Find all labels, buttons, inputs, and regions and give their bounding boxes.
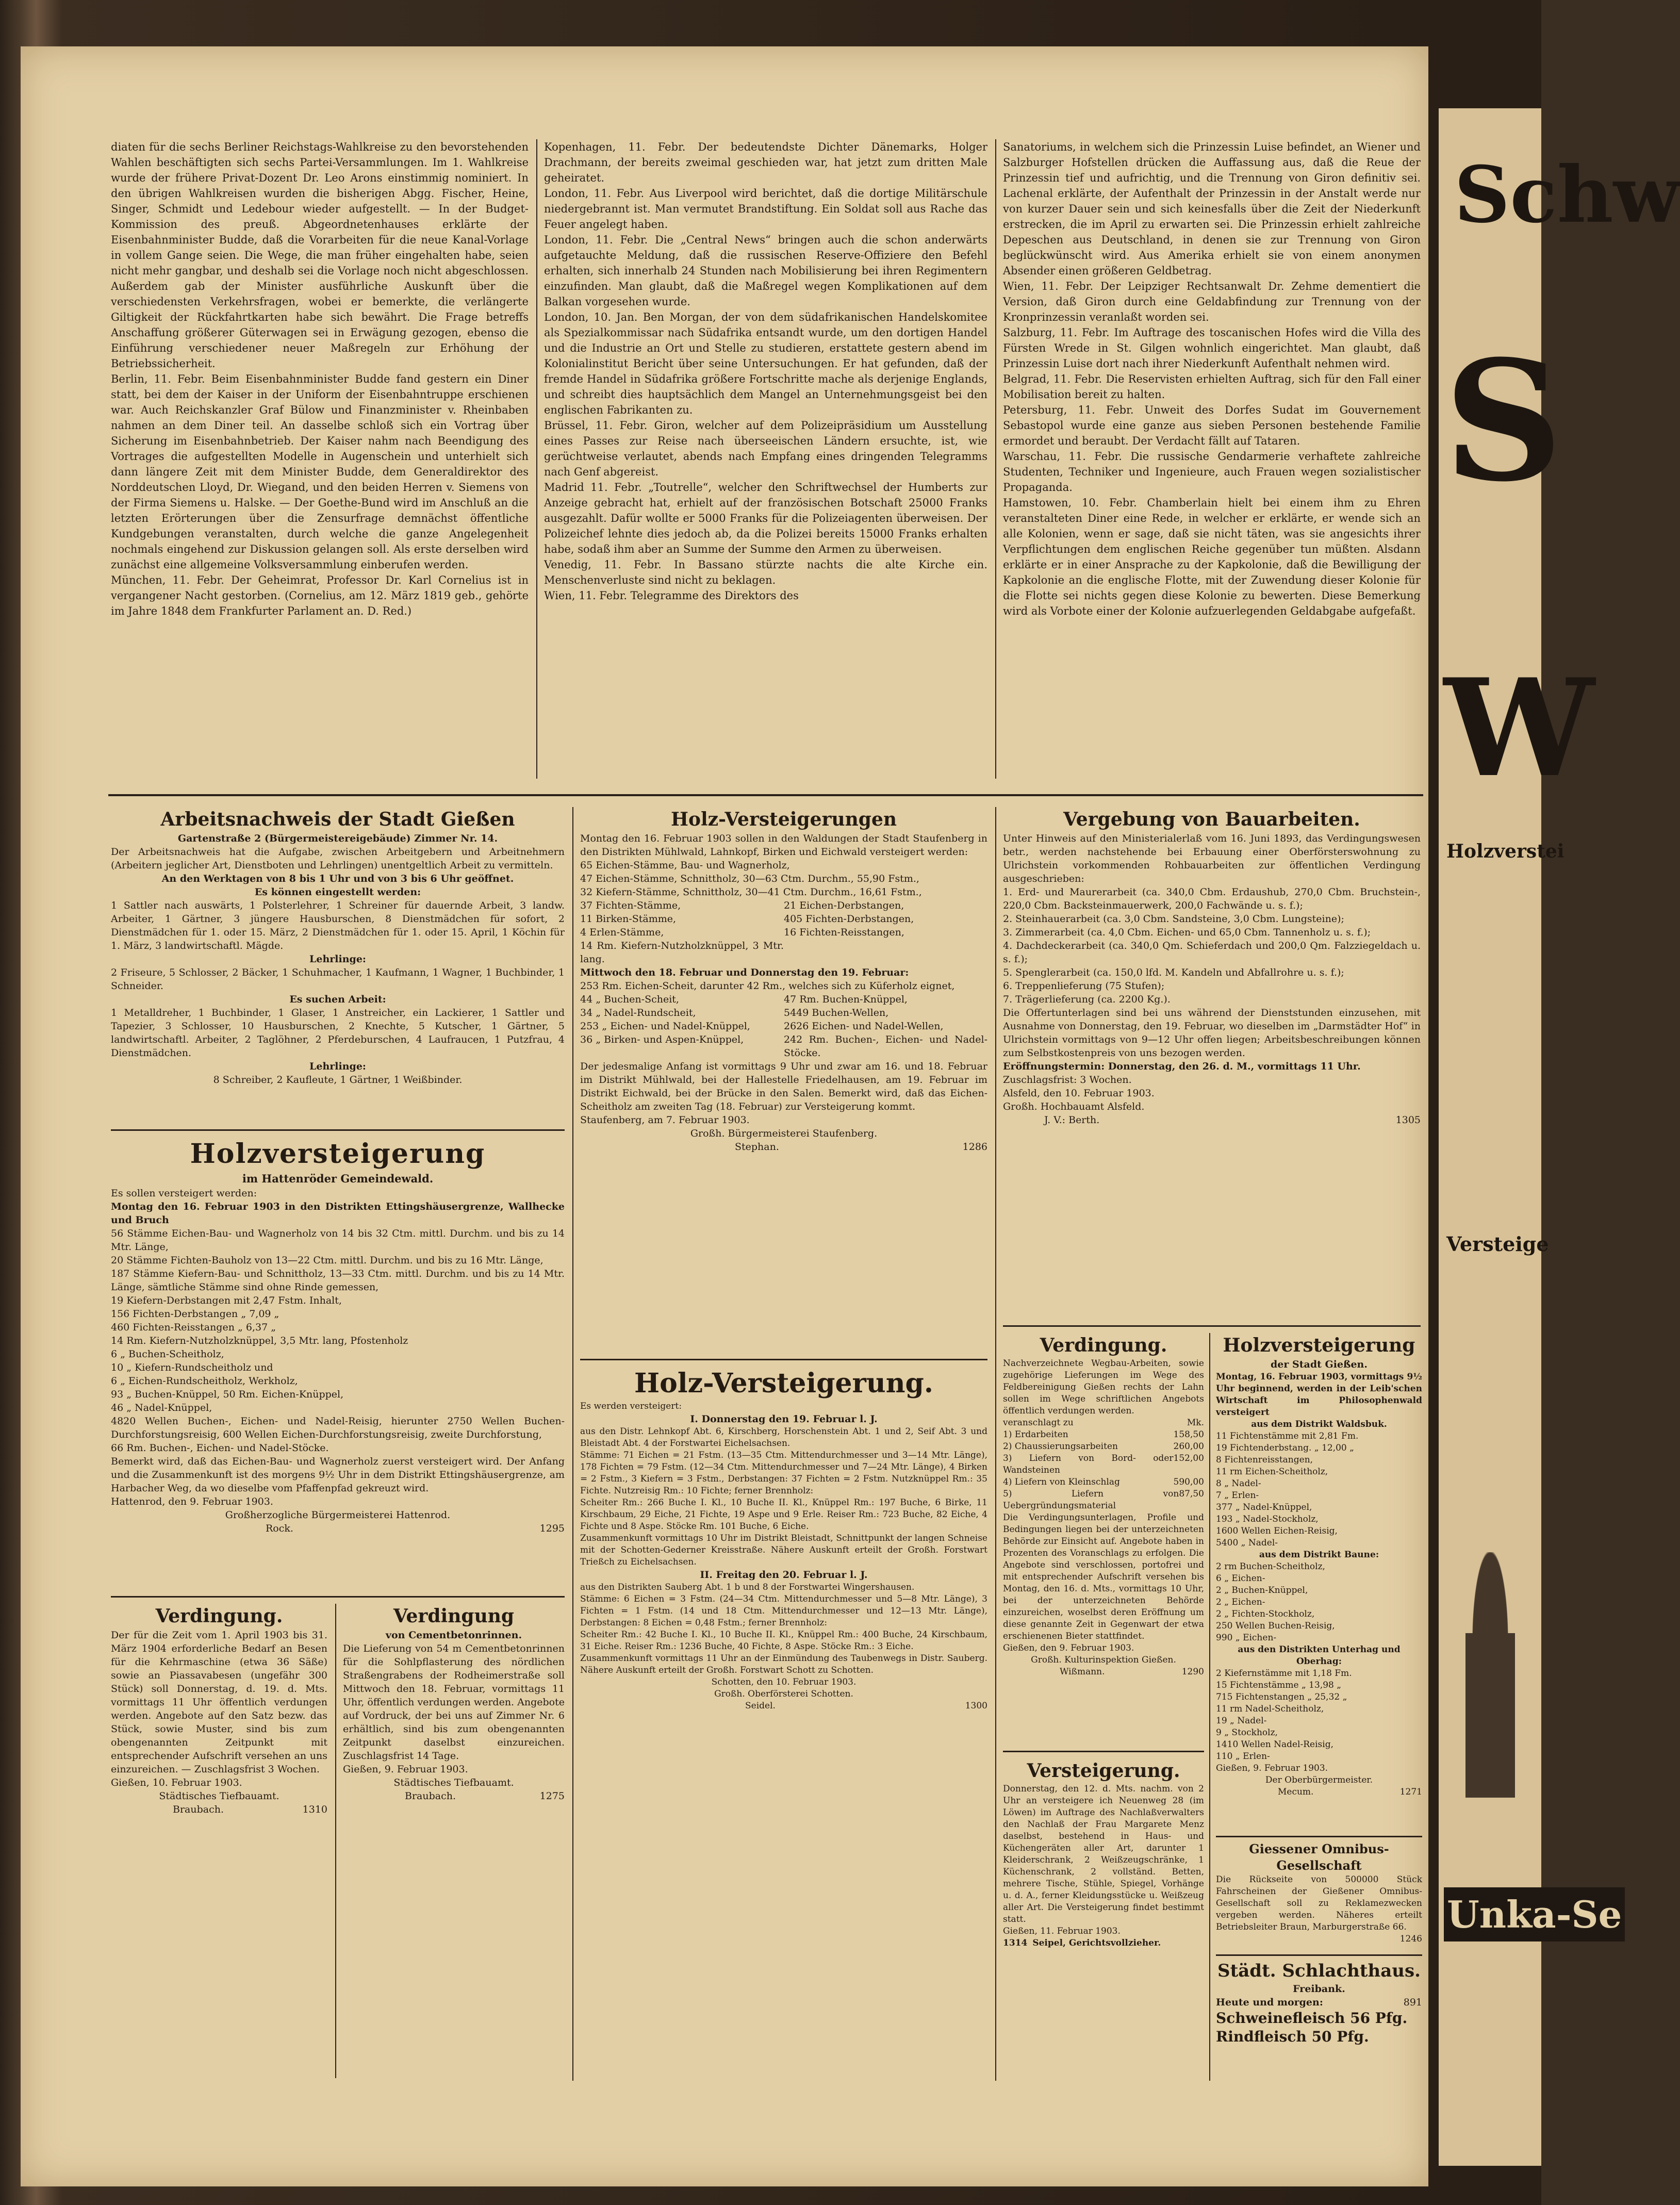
ad-item: 2. Steinhauerarbeit (ca. 3,0 Cbm. Sandsteine, 3,0 Cbm. Lungsteine); [1003, 913, 1344, 925]
ad-item: 11 rm Nadel-Scheitholz, [1216, 1704, 1324, 1714]
ad-item: 5449 Buchen-Wellen, [784, 1007, 889, 1018]
ad-item: 47 Rm. Buchen-Knüppel, [784, 994, 908, 1005]
ad-note: Der jedesmalige Anfang ist vormittags 9 Uhr und zwar am 16. und 18. Februar im Distrikt Mühlwald, bei der Hallestelle Friedelhausen, am 19. Februar im Distrikt Eichwald, bei der Brücke in den Salen. Bemerkt wird, daß das Eichen-Scheitholz am zweiten Tag (18. Februar) zur Versteigerung kommt. [580, 1061, 987, 1112]
ad-item-list [1003, 885, 1421, 1006]
ad-item: 2 Kiefernstämme mit 1,18 Fm. [1216, 1668, 1352, 1679]
ad-date: Gießen, 9. Februar 1903. [1216, 1763, 1328, 1773]
ad-item: 21 Eichen-Derbstangen, [784, 900, 904, 911]
ad-bauarbeiten [1003, 807, 1421, 1127]
ad-date: Gießen, 9. Februar 1903. [343, 1764, 468, 1775]
ad-item: 19 Kiefern-Derbstangen mit 2,47 Fstm. Inhalt, [111, 1295, 342, 1306]
ad-item: 2626 Eichen- und Nadel-Wellen, [784, 1021, 944, 1032]
ad-holz-giessen [1216, 1333, 1422, 1798]
ad-item: 2 rm Buchen-Scheitholz, [1216, 1561, 1325, 1572]
ad-footer [1003, 1113, 1421, 1127]
ad-text: Der für die Zeit vom 1. April 1903 bis 31. März 1904 erforderliche Bedarf an Besen für die Kehrmaschine (etwa 36 Säße) sowie an Piassavabesen (ungefähr 300 Stück) soll Donnerstag, d. 19. d. Mts. vormittags 11 Uhr öffentlich verdungen werden. Angebote auf den Satz bezw. das Stück, sowie Muster, sind bis zum obengenannten Zeitpunkt mit entsprechender Aufschrift versehen an uns einzureichen. — Zuschlagsfrist 3 Wochen. [111, 1630, 327, 1775]
news-text: Kopenhagen, 11. Febr. Der bedeutendste Dichter Dänemarks, Holger Drachmann, der bereits zweimal geschieden war, hat jetzt zum dritten Male geheiratet. London, 11. Febr. Aus Liverpool wird berichtet, daß die dortige Militärschule niedergebrannt ist. Man vermutet Brandstiftung. Ein Soldat soll aus Rache das Feuer angelegt haben. London, 11. Febr. Die „Central News“ bringen auch die schon anderwärts aufgetauchte Meldung, daß die russischen Reserve-Offiziere den Befehl erhalten, sich innerhalb 24 Stunden nach Mobilisierung bei ihren Regimentern einzufinden. Man glaubt, daß die Maßregel wegen Komplikationen auf dem Balkan vorgesehen wurde. London, 10. Jan. Ben Morgan, der von dem südafrikanischen Handelskomitee als Spezialkommissar nach Südafrika entsandt wurde, um den dortigen Handel und die Industrie an Ort und Stelle zu studieren, erstattete gestern abend im Kolonialinstitut Bericht über seine Untersuchungen. Er hat gefunden, daß der fremde Handel in Südafrika größere Fortschritte mache als derjenige Englands, und schreibt dies hauptsächlich dem Mangel an Unternehmungsgeist bei den englischen Fabrikanten zu. Brüssel, 11. Febr. Giron, welcher auf dem Polizeipräsidium um Ausstellung eines Passes zur Reise nach überseeischen Ländern ersuchte, ist, wie gerüchtweise verlautet, abends nach Empfang eines dringenden Telegramms nach Genf abgereist. Madrid 11. Febr. „Toutrelle“, welcher den Schriftwechsel der Humberts zur Anzeige gebracht hat, erhielt auf der französischen Botschaft 25000 Franks ausgezahlt. Dafür wollte er 5000 Franks für die Polizeiagenten überweisen. Der Polizeichef lehnte dies jedoch ab, da die Polizei bereits 15000 Franks erhalten habe, sodaß ihm aber an Summe der Summe den Armen zu überweisen. Venedig, 11. Febr. In Bassano stürzte nachts die alte Kirche ein. Menschenverluste sind nicht zu beklagen. Wien, 11. Febr. Telegramme des Direktors des [544, 141, 987, 602]
ad-text: Heute und morgen: [1216, 1997, 1323, 2008]
ad-intro: Der Arbeitsnachweis hat die Aufgabe, zwischen Arbeitgebern und Arbeitnehmern (Arbeitern jeglicher Art, Dienstboten und Lehrlingen) unentgeltlich Arbeit zu vermitteln. [111, 846, 565, 871]
price-row [1003, 1488, 1204, 1512]
ad-title: Versteigerung. [1027, 1760, 1180, 1782]
ad-item-list [1216, 1561, 1422, 1644]
ad-item: 6 „ Eichen- [1216, 1573, 1265, 1584]
ad-sign: Der Oberbürgermeister. [1265, 1775, 1373, 1785]
ad-item: 11 rm Eichen-Scheitholz, [1216, 1467, 1328, 1477]
section-divider [108, 794, 1423, 796]
ad-subtitle: im Hattenröder Gemeindewald. [242, 1172, 434, 1185]
ad-date: Gießen, 11. Februar 1903. [1003, 1926, 1121, 1936]
price-label: veranschlagt zu [1003, 1418, 1074, 1428]
ad-title: Holzversteigerung [190, 1138, 486, 1170]
ad-signer: Seidel. [745, 1701, 776, 1711]
ad-item: 990 „ Eichen- [1216, 1633, 1277, 1643]
ad-signer: Rock. [266, 1523, 293, 1534]
ad-heading: I. Donnerstag den 19. Februar l. J. [690, 1413, 878, 1425]
ad-holz-staufenberg [580, 807, 987, 1154]
ad-sign: Städtisches Tiefbauamt. [159, 1790, 279, 1802]
ad-heading: Lehrlinge: [309, 953, 366, 965]
price-value: 260,00 [1173, 1441, 1204, 1452]
ad-item: 93 „ Buchen-Knüppel, 50 Rm. Eichen-Knüppel, [111, 1389, 344, 1400]
ad-item: 110 „ Erlen- [1216, 1751, 1270, 1762]
ad-item: 253 Rm. Eichen-Scheit, darunter 42 Rm., welches sich zu Küferholz eignet, [580, 980, 955, 992]
ad-title: Verdingung. [1040, 1335, 1167, 1356]
ad-number: 1246 [1399, 1934, 1422, 1944]
ad-sign: Großh. Hochbauamt Alsfeld. [1003, 1101, 1145, 1112]
ad-item-list [1216, 1668, 1422, 1763]
ad-heading: aus dem Distrikt Waldsbuk. [1251, 1419, 1387, 1429]
ad-subtitle: Freibank. [1293, 1983, 1345, 1995]
ad-item-list [1216, 1430, 1422, 1549]
price-label: 4) Liefern von Kleinschlag [1003, 1477, 1120, 1487]
ad-number: 1290 [1181, 1667, 1204, 1677]
ad-item: 4820 Wellen Buchen-, Eichen- und Nadel-Reisig, hierunter 2750 Wellen Buchen-Durchforstungsreisig, 600 Wellen Eichen-Durchforstungsreisig, zweite Durchforstung, [111, 1416, 565, 1440]
ad-item: 9 „ Stockholz, [1216, 1727, 1278, 1738]
adjacent-page-strip [1439, 108, 1680, 2166]
ad-text: Zusammenkunft vormittags 11 Uhr an der Einmündung des Taubenwegs in Distr. Sauberg. Nähere Auskunft erteilt der Großh. Forstwart Schott zu Schotten. [580, 1653, 987, 1675]
ad-lead: Es sollen versteigert werden: [111, 1188, 257, 1199]
ad-lead: Es werden versteigert: [580, 1401, 682, 1411]
ad-footer [1003, 1937, 1204, 1949]
ad-holz-schotten [580, 1367, 987, 1712]
ad-item: 37 Fichten-Stämme, [580, 900, 681, 911]
strip-headline: W [1444, 650, 1594, 807]
ad-divider [1216, 1954, 1422, 1956]
price-value: 152,00 [1173, 1453, 1204, 1463]
ad-footer [580, 1140, 987, 1154]
ad-divider [111, 1129, 565, 1131]
strip-headline: Schw [1454, 150, 1680, 240]
price-label: 3) Liefern von Bord- oder Wandsteinen [1003, 1453, 1174, 1475]
ad-number: 891 [1403, 1997, 1422, 2008]
ad-when: Montag den 16. Februar 1903 sollen in den Waldungen der Stadt Staufenberg in den Distrikten Mühlwald, Lahnkopf, Birken und Eichwald versteigert werden: [580, 833, 987, 858]
ad-item: 19 Fichtenderbstang. „ 12,00 „ [1216, 1443, 1354, 1453]
ad-title: Holzversteigerung [1223, 1335, 1415, 1356]
ad-number: 1286 [962, 1141, 987, 1153]
ad-text: Die Lieferung von 54 m Cementbetonrinnen für die Sohlpflasterung des nördlichen Straßengrabens der Rodheimerstraße soll Mittwoch den 18. Februar, vormittags 11 Uhr, öffentlich verdungen werden. Angebote auf Vordruck, der bei uns auf Zimmer Nr. 6 erhältlich, sind bis zum obengenannten Zeitpunkt daselbst einzureichen. Zuschlagsfrist 14 Tage. [343, 1643, 565, 1762]
ad-signer: Braubach. [173, 1804, 224, 1815]
ad-signer: J. V.: Berth. [1044, 1114, 1100, 1126]
ad-date: Gießen, 10. Februar 1903. [111, 1777, 242, 1788]
ad-item: 66 Rm. Buchen-, Eichen- und Nadel-Stöcke. [111, 1442, 329, 1454]
ad-text: Scheiter Rm.: 266 Buche I. Kl., 10 Buche II. Kl., Knüppel Rm.: 197 Buche, 6 Birke, 11 Kirschbaum, 29 Eiche, 21 Fichte, 19 Aspe und 9 Erle. Reiser Rm.: 723 Buche, 82 Eiche, 4 Fichte und 8 Aspe. Stöcke Rm. 101 Buche, 6 Eiche. [580, 1498, 987, 1532]
price-row [1003, 1417, 1204, 1429]
ad-heading: II. Freitag den 20. Februar l. J. [700, 1569, 868, 1581]
column-rule [536, 139, 537, 779]
ad-signer: Wißmann. [1060, 1667, 1105, 1677]
ad-arbeitsnachweis [111, 807, 565, 1087]
ad-footer [111, 1522, 565, 1535]
ad-frist: Zuschlagsfrist: 3 Wochen. [1003, 1074, 1132, 1085]
ad-text: 1 Metalldreher, 1 Buchbinder, 1 Glaser, 1 Anstreicher, ein Lackierer, 1 Sattler und Tapezier, 3 Schlosser, 10 Hausburschen, 2 Knechte, 5 Kutscher, 1 Gärtner, 5 landwirtschaftl. Arbeiter, 2 Taglöhner, 2 Pferdeburschen, 4 Laufraucen, 1 Putzfrau, 4 Dienstmädchen. [111, 1007, 565, 1059]
ad-title: Verdingung. [155, 1605, 283, 1627]
ad-item: 16 Fichten-Reisstangen, [784, 927, 904, 938]
ad-item: 10 „ Kiefern-Rundscheitholz und [111, 1362, 273, 1373]
ad-title: Holz-Versteigerung. [634, 1368, 933, 1399]
ad-when: Montag den 16. Februar 1903 in den Distrikten Ettingshäusergrenze, Wallhecke und Bruch [111, 1201, 565, 1226]
ad-footer [1216, 1786, 1422, 1798]
ad-divider [111, 1596, 565, 1598]
ad-text: aus den Distr. Lehnkopf Abt. 6, Kirschberg, Horschenstein Abt. 1 und 2, Seif Abt. 3 und Bleistadt Abt. 4 der Forstwartei Eichelsachsen. [580, 1426, 987, 1449]
ad-item: 377 „ Nadel-Knüppel, [1216, 1502, 1312, 1512]
ad-item: 6 „ Buchen-Scheitholz, [111, 1348, 224, 1360]
ad-note: Die Offertunterlagen sind bei uns während der Dienststunden einzusehen, mit Ausnahme von Donnerstag, den 19. Februar, wo dieselben im „Darmstädter Hof“ in Ulrichstein vormittags von 9—12 Uhr offen liegen; Arbeitsbeschreibungen können zum Selbstkostenpreis von uns bezogen werden. [1003, 1007, 1421, 1059]
ad-number: 1295 [539, 1523, 565, 1534]
ad-item: 14 Rm. Kiefern-Nutzholzknüppel, 3 Mtr. lang. [580, 940, 784, 965]
ad-item: 47 Eichen-Stämme, Schnittholz, 30—63 Ctm. Durchm., 55,90 Fstm., [580, 873, 919, 884]
ad-number: 1300 [965, 1701, 987, 1711]
ad-item: 1600 Wellen Eichen-Reisig, [1216, 1526, 1338, 1536]
news-column-3 [1003, 139, 1421, 619]
ad-divider [1216, 1836, 1422, 1837]
strip-headline: Versteige [1446, 1232, 1549, 1256]
ad-number: 1305 [1395, 1114, 1421, 1126]
column-rule [572, 807, 573, 2081]
ad-heading: Es können eingestellt werden: [254, 886, 421, 898]
ad-text: 2 Friseure, 5 Schlosser, 2 Bäcker, 1 Schuhmacher, 1 Kaufmann, 1 Wagner, 1 Buchbinder, 1 Schneider. [111, 967, 565, 992]
ad-footer [343, 1789, 565, 1803]
ad-verdingung-wegbau [1003, 1333, 1204, 1678]
ad-item: 5. Spenglerarbeit (ca. 150,0 lfd. M. Kandeln und Abfallrohre u. s. f.); [1003, 967, 1344, 978]
column-rule [1209, 1333, 1210, 2081]
ad-number: 1271 [1399, 1787, 1422, 1797]
price-row [1003, 1476, 1204, 1488]
ad-sign: Städtisches Tiefbauamt. [393, 1777, 514, 1788]
ad-item: 242 Rm. Buchen-, Eichen- und Nadel-Stöcke. [784, 1034, 987, 1059]
ad-schlachthaus [1216, 1960, 1422, 2046]
price-label: 2) Chaussierungsarbeiten [1003, 1441, 1118, 1452]
ad-sign: Großh. Oberförsterei Schotten. [714, 1689, 853, 1699]
ad-price: Schweinefleisch 56 Pfg. [1216, 2010, 1408, 2027]
ad-item: 65 Eichen-Stämme, Bau- und Wagnerholz, [580, 860, 790, 871]
ad-item: 11 Birken-Stämme, [580, 913, 677, 925]
ad-title: Vergebung von Bauarbeiten. [1063, 809, 1360, 830]
column-rule [995, 807, 996, 2081]
ad-item: 15 Fichtenstämme „ 13,98 „ [1216, 1680, 1342, 1690]
ad-item: 4. Dachdeckerarbeit (ca. 340,0 Qm. Schieferdach und 200,0 Qm. Falzziegeldach u. s. f.); [1003, 940, 1421, 965]
ad-item: 6 „ Eichen-Rundscheitholz, Werkholz, [111, 1375, 298, 1387]
ad-divider [1003, 1325, 1421, 1327]
price-row [1003, 1441, 1204, 1453]
ad-note: Die Verdingungsunterlagen, Profile und Bedingungen liegen bei der unterzeichneten Behörde zur Einsicht auf. Angebote haben in Prozenten des Voranschlags zu erfolgen. Die Angebote sind verschlossen, portofrei und mit entsprechender Aufschrift versehen bis Montag, den 16. d. Mts., vormittags 10 Uhr, bei der unterzeichneten Behörde einzureichen, woselbst deren Eröffnung um diese genannte Zeit in Gegenwart der etwa erschienenen Bieter stattfindet. [1003, 1512, 1204, 1641]
ad-number: 1314 [1003, 1938, 1028, 1948]
ad-item: 2 „ Eichen- [1216, 1597, 1265, 1607]
ad-text: aus den Distrikten Sauberg Abt. 1 b und 8 der Forstwartei Wingershausen. [580, 1582, 915, 1592]
ad-title: Städt. Schlachthaus. [1217, 1961, 1421, 1981]
column-rule [995, 139, 996, 779]
price-value: 158,50 [1173, 1429, 1204, 1440]
ad-item: 156 Fichten-Derbstangen „ 7,09 „ [111, 1308, 279, 1320]
price-row [1003, 1429, 1204, 1441]
ad-footer [111, 1803, 327, 1816]
ad-item: 8 „ Nadel- [1216, 1478, 1261, 1489]
ad-text: Die Rückseite von 500000 Stück Fahrscheinen der Gießener Omnibus-Gesellschaft soll zu Reklamezwecken vergeben werden. Näheres erteilt Betriebsleiter Braun, Marburgerstraße 66. [1216, 1874, 1422, 1932]
ad-holz-hattenrod [111, 1137, 565, 1535]
ad-text: Zusammenkunft vormittags 10 Uhr im Distrikt Bleistadt, Schnittpunkt der langen Schneise mit der Schotten-Gederner Kreisstraße. Nähere Auskunft erteilt der Großh. Forstwart Trießch zu Eichelsachsen. [580, 1533, 987, 1567]
ad-text: Scheiter Rm.: 42 Buche I. Kl., 10 Buche II. Kl., Knüppel Rm.: 400 Buche, 24 Kirschbaum, 31 Eiche. Reiser Rm.: 1236 Buche, 40 Fichte, 8 Aspe. Stöcke Rm.: 3 Eiche. [580, 1630, 987, 1652]
news-column-2 [544, 139, 987, 603]
ad-item: 6. Treppenlieferung (75 Stufen); [1003, 980, 1165, 992]
price-label: 1) Erdarbeiten [1003, 1429, 1068, 1440]
ad-verdingung-cement [343, 1604, 565, 1803]
ad-item-list [111, 1227, 565, 1455]
strip-illustration [1449, 1552, 1531, 1851]
price-value: 87,50 [1179, 1489, 1204, 1499]
ad-date: Schotten, den 10. Februar 1903. [711, 1677, 857, 1687]
ad-price-list [1003, 1417, 1204, 1512]
ad-item: 36 „ Birken- und Aspen-Knüppel, [580, 1034, 744, 1045]
price-row [1003, 1453, 1204, 1476]
news-text: diaten für die sechs Berliner Reichstags-Wahlkreise zu den bevorstehenden Wahlen beschäftigten sich sechs Partei-Versammlungen. Im 1. Wahlkreise wurde der frühere Privat-Dozent Dr. Leo Arons einstimmig nominiert. In den übrigen Wahlkreisen wurden die bisherigen Abgg. Fischer, Heine, Singer, Schmidt und Ledebour wieder aufgestellt. — In der Budget-Kommission des preuß. Abgeordnetenhauses erklärte der Eisenbahnminister Budde, daß die Vorarbeiten für die neue Kanal-Vorlage in vollem Gange seien. Die Wege, die man früher eingehalten habe, seien nicht mehr gangbar, und deshalb sei die Vorlage noch nicht abgeschlossen. Außerdem gab der Minister ausführliche Auskunft über die verschiedensten Verkehrsfragen, wobei er bemerkte, die verlängerte Giltigkeit der Rückfahrtkarten habe sich bewährt. Die Frage betreffs Anschaffung größerer Güterwagen sei in Erwägung gezogen, ebenso die Einführung verschiedener neuer Maßregeln zur Erhöhung der Betriebssicherheit. Berlin, 11. Febr. Beim Eisenbahnminister Budde fand gestern ein Diner statt, bei dem der Kaiser in der Uniform der Eisenbahntruppe erschienen war. Auch Reichskanzler Graf Bülow und Finanzminister v. Rheinbaben nahmen an dem Diner teil. An dasselbe schloß sich ein Vortrag über Sicherung im Eisenbahnbetrieb. Der Kaiser nahm nach Beendigung des Vortrages die aufgestellten Modelle in Augenschein und unterhielt sich dann längere Zeit mit dem Minister Budde, dem Generaldirektor des Norddeutschen Lloyd, Dr. Wiegand, und den beiden Herren v. Siemens von der Firma Siemens u. Halske. — Der Goethe-Bund wird im Anschluß an die letzten Erörterungen über die Zensurfrage demnächst öffentliche Kundgebungen veranstalten, durch welche die ganze Angelegenheit nochmals eingehend zur Diskussion gelangen soll. Als erste derselben wird zunächst eine allgemeine Volksversammlung einberufen werden. München, 11. Febr. Der Geheimrat, Professor Dr. Karl Cornelius ist in vergangener Nacht gestorben. (Cornelius, am 12. März 1819 geb., gehörte im Jahre 1848 dem Frankfurter Parlament an. D. Red.) [111, 141, 529, 617]
ad-hours: An den Werktagen von 8 bis 1 Uhr und von 3 bis 6 Uhr geöffnet. [161, 873, 514, 884]
ad-date: Alsfeld, den 10. Februar 1903. [1003, 1088, 1155, 1099]
ad-item: 44 „ Buchen-Scheit, [580, 994, 679, 1005]
ad-versteigerung-nachlass [1003, 1758, 1204, 1949]
ad-item: 20 Stämme Fichten-Bauholz von 13—22 Ctm. mittl. Durchm. und bis zu 16 Mtr. Länge, [111, 1255, 543, 1266]
ad-title: Verdingung [393, 1605, 515, 1627]
ad-sign: Großh. Kulturinspektion Gießen. [1031, 1655, 1176, 1665]
ad-item: 4 Erlen-Stämme, [580, 927, 664, 938]
news-column-1 [111, 139, 529, 619]
ad-intro: Nachverzeichnete Wegbau-Arbeiten, sowie zugehörige Lieferungen im Wege des Feldbereinigung Gießen rechts der Lahn sollen im Wege schriftlichen Angebots öffentlich verdungen werden. [1003, 1358, 1204, 1416]
ad-text: Stämme: 6 Eichen = 3 Fstm. (24—34 Ctm. Mittendurchmesser und 5—8 Mtr. Länge), 3 Fichten = 1 Fstm. (14 und 18 Ctm. Mittendurchmesser und 12—13 Mtr. Länge), Derbstangen: 8 Eichen = 0,48 Fstm.; ferner Brennholz: [580, 1594, 987, 1628]
ad-text: 1 Sattler nach auswärts, 1 Polsterlehrer, 1 Schreiner für dauernde Arbeit, 3 landw. Arbeiter, 1 Gärtner, 3 jüngere Hausburschen, 8 Dienstmädchen für sofort, 2 Dienstmädchen für 1. oder 15. März, 2 Dienstmädchen für 1. oder 15. April, 1 Köchin für 1. März, 3 landwirtschaftl. Mägde. [111, 900, 565, 951]
ad-title: Holz-Versteigerungen [670, 809, 897, 830]
ad-heading: Lehrlinge: [309, 1061, 366, 1072]
ad-footer [580, 1700, 987, 1712]
ad-item: 46 „ Nadel-Knüppel, [111, 1402, 212, 1413]
ad-item: 2 „ Fichten-Stockholz, [1216, 1609, 1315, 1619]
ad-item: 19 „ Nadel- [1216, 1716, 1267, 1726]
ad-divider [1003, 1751, 1204, 1752]
ad-heading: Es suchen Arbeit: [289, 994, 386, 1005]
ad-omnibus [1216, 1841, 1422, 1945]
ad-signer: Stephan. [735, 1141, 779, 1153]
ad-date: Hattenrod, den 9. Februar 1903. [111, 1496, 273, 1507]
ad-subtitle: der Stadt Gießen. [1271, 1359, 1368, 1370]
ad-signer: Braubach. [405, 1790, 456, 1802]
ad-date: Staufenberg, am 7. Februar 1903. [580, 1114, 750, 1126]
ad-title: Arbeitsnachweis der Stadt Gießen [160, 809, 515, 830]
ad-text: Donnerstag, den 12. d. Mts. nachm. von 2 Uhr an versteigere ich Neuenweg 28 (im Löwen) im Auftrage des Nachlaßverwalters den Nachlaß der Frau Margarete Menz daselbst, bestehend in Haus- und Küchengeräten aller Art, darunter 1 Kleiderschrank, 2 Weißzeugschränke, 1 Küchenschrank, 2 vollständ. Betten, mehrere Tische, Stühle, Spiegel, Vorhänge u. d. A., ferner Kleidungsstücke u. Weißzeug aller Art. Die Versteigerung findet bestimmt statt. [1003, 1784, 1204, 1924]
ad-item: 7. Trägerlieferung (ca. 2200 Kg.). [1003, 994, 1171, 1005]
ad-verdingung-besen [111, 1604, 327, 1816]
ad-sign: Seipel, Gerichtsvollzieher. [1032, 1938, 1161, 1948]
ad-item: 405 Fichten-Derbstangen, [784, 913, 914, 925]
strip-headline: S [1444, 325, 1563, 518]
column-rule [335, 1604, 336, 2078]
ad-termin: Eröffnungstermin: Donnerstag, den 26. d. M., vormittags 11 Uhr. [1003, 1061, 1361, 1072]
ad-item: 3. Zimmerarbeit (ca. 4,0 Cbm. Eichen- und 65,0 Cbm. Tannenholz u. s. f.); [1003, 927, 1371, 938]
ad-item-list [580, 859, 987, 899]
ad-item [784, 939, 987, 966]
ad-item: 5400 „ Nadel- [1216, 1538, 1278, 1548]
strip-headline: Holzverstei [1446, 841, 1564, 862]
ad-text: Stämme: 71 Eichen = 21 Fstm. (13—35 Ctm. Mittendurchmesser und 3—14 Mtr. Länge), 178 Fichten = 79 Fstm. (12—34 Ctm. Mittendurchmesser und 7—24 Mtr. Länge), 4 Birken = 2 Fstm., 3 Kiefern = 3 Fstm., Derbstangen: 37 Fichten = 2 Fstm. Nutzknüppel Rm.: 35 Fichte. Nutzreisig Rm.: 10 Fichte; ferner Brennholz: [580, 1450, 987, 1496]
ad-price: Rindfleisch 50 Pfg. [1216, 2028, 1369, 2045]
ad-when: Mittwoch den 18. Februar und Donnerstag den 19. Februar: [580, 967, 909, 978]
ad-item-grid [580, 899, 987, 966]
ad-item: 56 Stämme Eichen-Bau- und Wagnerholz von 14 bis 32 Ctm. mittl. Durchm. und bis zu 14 Mtr. Länge, [111, 1228, 565, 1253]
ad-item: 187 Stämme Kiefern-Bau- und Schnittholz, 13—33 Ctm. mittl. Durchm. und bis zu 14 Mtr. Länge, sämtliche Stämme sind ohne Rinde gemessen, [111, 1268, 565, 1293]
ad-item: 1410 Wellen Nadel-Reisig, [1216, 1739, 1333, 1750]
ad-title: Giessener Omnibus-Gesellschaft [1249, 1841, 1389, 1873]
ad-divider [580, 1359, 987, 1360]
ad-number: 1310 [302, 1804, 327, 1815]
ad-item: 1. Erd- und Maurerarbeit (ca. 340,0 Cbm. Erdaushub, 270,0 Cbm. Bruchstein-, 220,0 Cbm. Backsteinmauerwerk, 200,0 Fachwände u. s. f.); [1003, 886, 1421, 911]
ad-item: 193 „ Nadel-Stockholz, [1216, 1514, 1319, 1524]
ad-item: 460 Fichten-Reisstangen „ 6,37 „ [111, 1322, 276, 1333]
ad-item: 715 Fichtenstangen „ 25,32 „ [1216, 1692, 1347, 1702]
ad-item: 7 „ Erlen- [1216, 1490, 1259, 1501]
ad-intro: Unter Hinweis auf den Ministerialerlaß vom 16. Juni 1893, das Verdingungswesen betr., werden nachstehende bei Erbauung einer Oberförsterswohnung zu Ulrichstein vorkommenden Rohbauarbeiten zur öffentlichen Verdingung ausgeschrieben: [1003, 833, 1421, 884]
ad-item: 250 Wellen Buchen-Reisig, [1216, 1621, 1335, 1631]
ad-item: 32 Kiefern-Stämme, Schnittholz, 30—41 Ctm. Durchm., 16,61 Fstm., [580, 886, 922, 898]
ad-item: 8 Fichtenreisstangen, [1216, 1455, 1313, 1465]
ad-number: 1275 [539, 1790, 565, 1802]
ad-date: Gießen, den 9. Februar 1903. [1003, 1643, 1134, 1653]
ad-sign: Großherzogliche Bürgermeisterei Hattenrod. [225, 1509, 451, 1521]
ad-item: 11 Fichtenstämme mit 2,81 Fm. [1216, 1431, 1359, 1441]
strip-headline: Unka-Se [1444, 1887, 1625, 1941]
price-value: 590,00 [1173, 1477, 1204, 1487]
ad-sign: Großh. Bürgermeisterei Staufenberg. [690, 1128, 878, 1139]
ad-address: Gartenstraße 2 (Bürgermeistereigebäude) Zimmer Nr. 14. [177, 833, 498, 844]
ad-item: 34 „ Nadel-Rundscheit, [580, 1007, 696, 1018]
ad-line [1216, 1996, 1422, 2009]
ad-note: Bemerkt wird, daß das Eichen-Bau- und Wagnerholz zuerst versteigert wird. Der Anfang und die Zusammenkunft ist des morgens 9½ Uhr in dem Distrikt Ettingshäusergrenze, am Harbacher Weg, da wo dieselbe vom Pfaffenpfad gekreuzt wird. [111, 1456, 565, 1494]
ad-subtitle: von Cementbetonrinnen. [385, 1630, 522, 1641]
ad-item: 14 Rm. Kiefern-Nutzholzknüppel, 3,5 Mtr. lang, Pfostenholz [111, 1335, 408, 1346]
ad-item-grid [580, 993, 987, 1060]
newspaper-page [21, 46, 1428, 2186]
ad-heading: aus den Distrikten Unterhag und Oberhag: [1238, 1644, 1401, 1667]
price-label: 5) Liefern von Uebergründungsmaterial [1003, 1489, 1179, 1511]
price-value: Mk. [1187, 1418, 1204, 1428]
ad-item: 253 „ Eichen- und Nadel-Knüppel, [580, 1021, 750, 1032]
ad-footer [1003, 1666, 1204, 1678]
news-text: Sanatoriums, in welchem sich die Prinzessin Luise befindet, an Wiener und Salzburger Hofstellen drücken die Auffassung aus, daß die Reue der Prinzessin tief und aufrichtig, und die Trennung von Giron definitiv sei. Lachenal erklärte, der Aufenthalt der Prinzessin in der Anstalt werde nur von kurzer Dauer sein und sich keinesfalls über die Zeit der Niederkunft erstrecken, die im April zu erwarten sei. Die Prinzessin erhielt zahlreiche Depeschen aus Deutschland, in denen sie zur Trennung von Giron beglückwünscht wird. Aus Amerika erhielt sie von einem anonymen Absender einen größeren Geldbetrag. Wien, 11. Febr. Der Leipziger Rechtsanwalt Dr. Zehme dementiert die Version, daß Giron durch eine Geldabfindung zur Trennung von der Kronprinzessin veranlaßt worden sei. Salzburg, 11. Febr. Im Auftrage des toscanischen Hofes wird die Villa des Fürsten Wrede in St. Gilgen wohnlich eingerichtet. Man glaubt, daß Prinzessin Luise dort nach ihrer Niederkunft Aufenthalt nehmen wird. Belgrad, 11. Febr. Die Reservisten erhielten Auftrag, sich für den Fall einer Mobilisation bereit zu halten. Petersburg, 11. Febr. Unweit des Dorfes Sudat im Gouvernement Sebastopol wurde eine ganze aus sieben Personen bestehende Familie ermordet und beraubt. Der Verdacht fällt auf Tataren. Warschau, 11. Febr. Die russische Gendarmerie verhaftete zahlreiche Studenten, Techniker und Ingenieure, auch Frauen wegen sozialistischer Propaganda. Hamstowen, 10. Febr. Chamberlain hielt bei einem ihm zu Ehren veranstalteten Diner eine Rede, in welcher er erklärte, er wende sich an alle Kolonien, wenn er sage, daß sie nicht täten, was sie angesichts ihrer Verpflichtungen dem englischen Reiche gegenüber tun müßten. Alsdann erklärte er in einer Ansprache zu der Kapkolonie, daß die Bewilligung der Kapkolonie an die englische Flotte, mit der Zuwendung dieser Kolonie für die Flotte sei nichts gegen diese Kolonie zu bewerten. Diese Bemerkung wird als Vorbote einer der Kolonie aufzuerlegenden Geldabgabe aufgefaßt. [1003, 141, 1421, 617]
ad-heading: aus dem Distrikt Baune: [1259, 1550, 1379, 1560]
ad-when: Montag, 16. Februar 1903, vormittags 9½ Uhr beginnend, werden in der Leib'schen Wirtschaft im Philosophenwald versteigert [1216, 1372, 1422, 1418]
ad-text: 8 Schreiber, 2 Kaufleute, 1 Gärtner, 1 Weißbinder. [213, 1074, 463, 1085]
ad-signer: Mecum. [1278, 1787, 1314, 1797]
ad-item: 2 „ Buchen-Knüppel, [1216, 1585, 1308, 1595]
